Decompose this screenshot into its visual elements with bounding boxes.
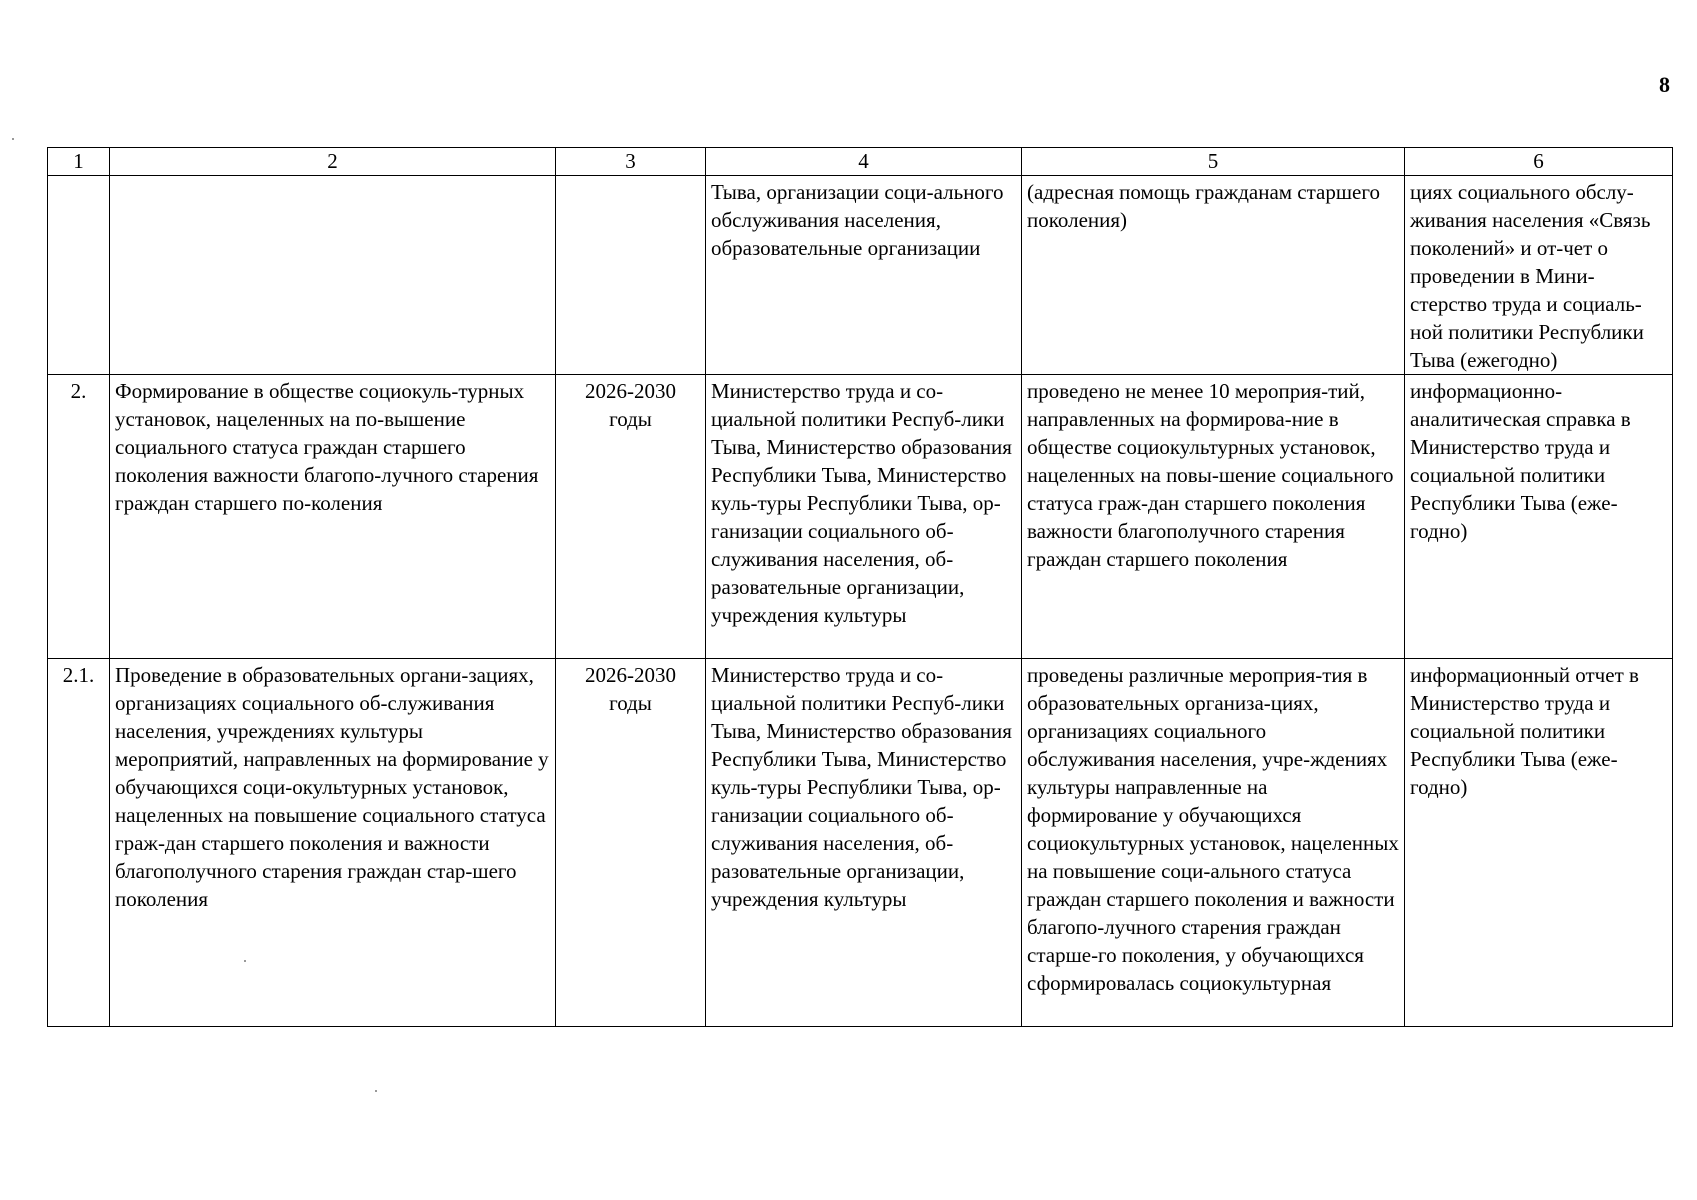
event-cell: Формирование в обществе социокуль-турных установок, нацеленных на по-вышение социального статуса граждан старшего поколения важности благопо-лучного старения граждан старшего по-коления (110, 375, 556, 659)
row-number-cell (48, 176, 110, 375)
table-row (48, 176, 1673, 375)
report-cell: циях социального обслу-живания населения «Связь поколений» и от-чет о проведении в Мини-стерство труда и социаль-ной политики Республики Тыва (ежегодно) (1405, 176, 1673, 375)
executors-cell: Министерство труда и со-циальной политики Респуб-лики Тыва, Министерство образования Республики Тыва, Министерство куль-туры Республики Тыва, ор-ганизации социального об-служивания населения, об-разовательные организации, учреждения культуры (706, 659, 1022, 1027)
plan-table (47, 147, 1673, 1027)
event-cell: Проведение в образовательных органи-зациях, организациях социального об-служивания населения, учреждениях культуры мероприятий, направленных на формирование у обучающихся соци-окультурных установок, нацеленных на повышение социального статуса граж-дан старшего поколения и важности благополучного старения граждан стар-шего поколения (110, 659, 556, 1027)
report-cell: информационно-аналитическая справка в Министерство труда и социальной политики Республики Тыва (еже-годно) (1405, 375, 1673, 659)
event-cell (110, 176, 556, 375)
result-cell: проведено не менее 10 мероприя-тий, направленных на формирова-ние в обществе социокультурных установок, нацеленных на повы-шение социального статуса граж-дан старшего поколения важности благополучного старения граждан старшего поколения (1022, 375, 1405, 659)
result-cell: проведены различные мероприя-тия в образовательных организа-циях, организациях социального обслуживания населения, учре-ждениях культуры направленные на формирование у обучающихся социокультурных установок, нацеленных на повышение соци-ального статуса граждан старшего поколения и важности благопо-лучного старения граждан старше-го поколения, у обучающихся сформировалась социокультурная (1022, 659, 1405, 1027)
scan-speck (244, 960, 246, 962)
table-header-row (48, 148, 1673, 176)
column-header-2: 2 (110, 148, 556, 176)
row-number-cell: 2. (48, 375, 110, 659)
period-cell: 2026-2030 годы (556, 375, 706, 659)
column-header-3: 3 (556, 148, 706, 176)
page-number: 8 (1659, 72, 1670, 97)
scan-speck (375, 1090, 377, 1092)
executors-cell: Министерство труда и со-циальной политики Респуб-лики Тыва, Министерство образования Республики Тыва, Министерство куль-туры Республики Тыва, ор-ганизации социального об-служивания населения, об-разовательные организации, учреждения культуры (706, 375, 1022, 659)
result-cell: (адресная помощь гражданам старшего поколения) (1022, 176, 1405, 375)
row-number-cell: 2.1. (48, 659, 110, 1027)
column-header-1: 1 (48, 148, 110, 176)
table-row (48, 659, 1673, 1027)
column-header-4: 4 (706, 148, 1022, 176)
column-header-6: 6 (1405, 148, 1673, 176)
scan-speck (12, 138, 14, 140)
period-cell: 2026-2030 годы (556, 659, 706, 1027)
table-row (48, 375, 1673, 659)
executors-cell: Тыва, организации соци-ального обслуживания населения, образовательные организации (706, 176, 1022, 375)
report-cell: информационный отчет в Министерство труда и социальной политики Республики Тыва (еже-годно) (1405, 659, 1673, 1027)
period-cell (556, 176, 706, 375)
column-header-5: 5 (1022, 148, 1405, 176)
